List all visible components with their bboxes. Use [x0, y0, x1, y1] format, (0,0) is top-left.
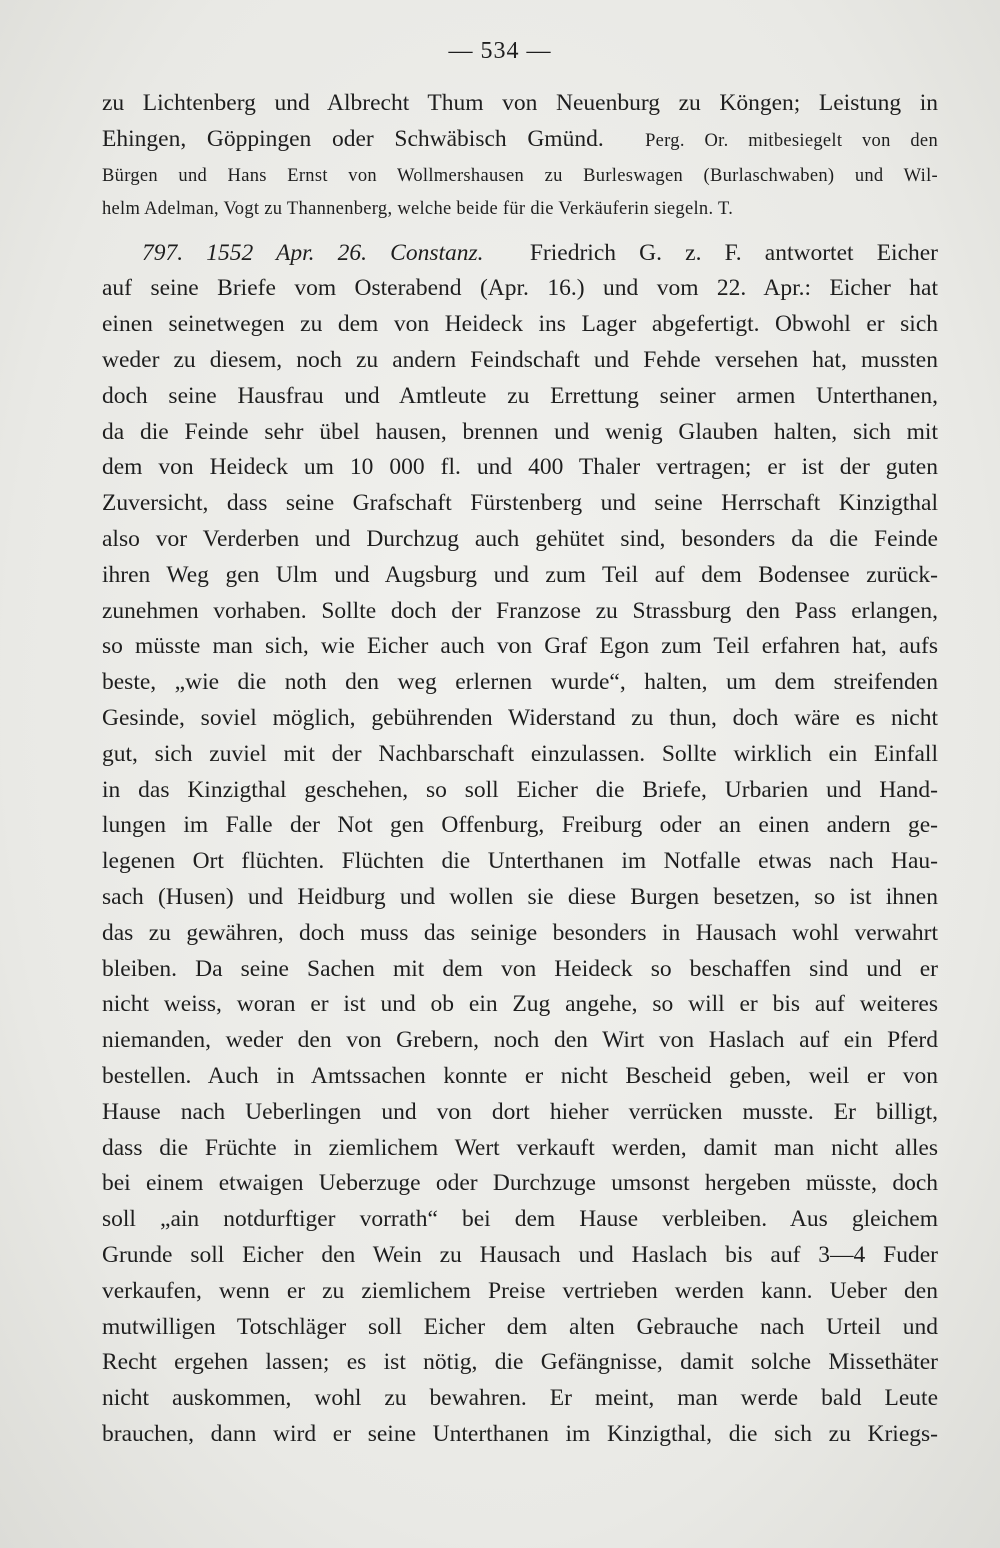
source-note: Perg. Or. mitbesiegelt von den	[645, 130, 938, 151]
text-line: Gesinde, soviel möglich, gebührenden Widerstand zu thun, doch wäre es nicht	[102, 704, 938, 731]
text-line: dass die Früchte in ziemlichem Wert verkauft werden, damit man nicht alles	[102, 1134, 938, 1161]
text-segment: Friedrich G. z. F. antwortet Eicher	[529, 239, 938, 266]
text-line: Hause nach Ueberlingen und von dort hieher verrücken musste. Er billigt,	[102, 1098, 938, 1125]
text-line: Zuversicht, dass seine Grafschaft Fürstenberg und seine Herrschaft Kinzigthal	[102, 490, 938, 517]
text-line: dem von Heideck um 10 000 fl. und 400 Thaler vertragen; er ist der guten	[102, 454, 938, 481]
text-line: beste, „wie die noth den weg erlernen wurde“, halten, um dem streifenden	[102, 669, 938, 696]
entry-separator	[102, 226, 938, 236]
text-line: auf seine Briefe vom Osterabend (Apr. 16.) und vom 22. Apr.: Eicher hat	[102, 275, 938, 302]
text-line: soll „ain notdurftiger vorrath“ bei dem Hause verbleiben. Aus gleichem	[102, 1206, 938, 1233]
text-line: einen seinetwegen zu dem von Heideck ins Lager abgefertigt. Obwohl er sich	[102, 311, 938, 338]
text-line: bleiben. Da seine Sachen mit dem von Heideck so beschaffen sind und er	[102, 955, 938, 982]
page-number: — 534 —	[448, 38, 552, 64]
text-line: zunehmen vorhaben. Sollte doch der Franzose zu Strassburg den Pass erlangen,	[102, 597, 938, 624]
text-line: bei einem etwaigen Ueberzuge oder Durchzuge umsonst hergeben müsste, doch	[102, 1170, 938, 1197]
text-line: gut, sich zuviel mit der Nachbarschaft einzulassen. Sollte wirklich ein Einfall	[102, 740, 938, 767]
text-line: da die Feinde sehr übel hausen, brennen und wenig Glauben halten, sich mit	[102, 418, 938, 445]
text-line: ihren Weg gen Ulm und Augsburg und zum Teil auf dem Bodensee zurück-	[102, 561, 938, 588]
text-line: Grunde soll Eicher den Wein zu Hausach und Haslach bis auf 3—4 Fuder	[102, 1241, 938, 1268]
text-line: doch seine Hausfrau und Amtleute zu Errettung seiner armen Unterthanen,	[102, 382, 938, 409]
text-line: nicht auskommen, wohl zu bewahren. Er meint, man werde bald Leute	[102, 1385, 938, 1412]
source-note-line: helm Adelman, Vogt zu Thannenberg, welche beide für die Verkäuferin siegeln. T.	[102, 198, 734, 219]
text-line: legenen Ort flüchten. Flüchten die Unterthanen im Notfalle etwas nach Hau-	[102, 848, 938, 875]
text-line: verkaufen, wenn er zu ziemlichem Preise vertrieben werden kann. Ueber den	[102, 1277, 938, 1304]
text-line: brauchen, dann wird er seine Unterthanen im Kinzigthal, die sich zu Kriegs-	[102, 1420, 938, 1447]
text-line: also vor Verderben und Durchzug auch gehütet sind, besonders da die Feinde	[102, 525, 938, 552]
text-line: bestellen. Auch in Amtssachen konnte er nicht Bescheid geben, weil er von	[102, 1062, 938, 1089]
text-line: niemanden, weder den von Grebern, noch den Wirt von Haslach auf ein Pferd	[102, 1027, 938, 1054]
entry-heading: 797. 1552 Apr. 26. Constanz.	[142, 239, 484, 266]
text-segment: Ehingen, Göppingen oder Schwäbisch Gmünd.	[102, 125, 604, 152]
text-line: sach (Husen) und Heidburg und wollen sie diese Burgen besetzen, so ist ihnen	[102, 883, 938, 910]
text-line: nicht weiss, woran er ist und ob ein Zug angehe, so will er bis auf weiteres	[102, 991, 938, 1018]
source-note-line: Bürgen und Hans Ernst von Wollmershausen zu Burleswagen (Burlaschwaben) und Wil-	[102, 165, 938, 186]
text-line: Recht ergehen lassen; es ist nötig, die Gefängnisse, damit solche Missethäter	[102, 1349, 938, 1376]
text-line: lungen im Falle der Not gen Offenburg, Freiburg oder an einen andern ge-	[102, 812, 938, 839]
text-line: weder zu diesem, noch zu andern Feindschaft und Fehde versehen hat, mussten	[102, 346, 938, 373]
text-line: mutwilligen Totschläger soll Eicher dem alten Gebrauche nach Urteil und	[102, 1313, 938, 1340]
body-text	[102, 86, 938, 1453]
text-line	[102, 122, 938, 160]
text-line: das zu gewähren, doch muss das seinige besonders in Hausach wohl verwahrt	[102, 919, 938, 946]
text-line: in das Kinzigthal geschehen, so soll Eicher die Briefe, Urbarien und Hand-	[102, 776, 938, 803]
text-line: zu Lichtenberg und Albrecht Thum von Neuenburg zu Köngen; Leistung in	[102, 90, 938, 116]
entry-first-line	[102, 236, 938, 272]
text-line: so müsste man sich, wie Eicher auch von Graf Egon zum Teil erfahren hat, aufs	[102, 633, 938, 660]
